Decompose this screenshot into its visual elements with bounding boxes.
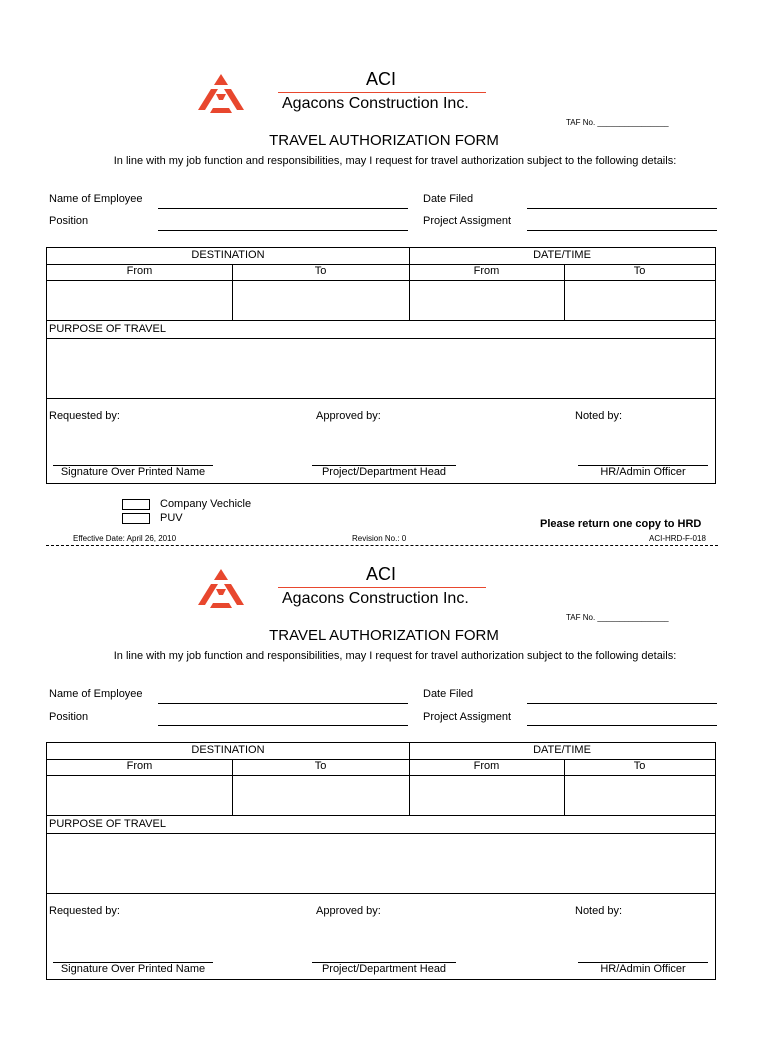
- taf-number-label: TAF No. ________________: [566, 118, 669, 127]
- purpose-of-travel-field[interactable]: [48, 834, 714, 892]
- destination-to-header: To: [314, 760, 327, 772]
- taf-number-label: TAF No. ________________: [566, 613, 669, 622]
- destination-from-header: From: [126, 760, 153, 772]
- puv-checkbox[interactable]: [122, 513, 150, 524]
- destination-from-cell[interactable]: [48, 281, 231, 319]
- project-assignment-label: Project Assigment: [423, 215, 512, 227]
- travel-details-table: [46, 742, 716, 980]
- requested-by-label: Requested by:: [49, 410, 120, 422]
- aci-logo-icon: [196, 74, 246, 116]
- intro-text: In line with my job function and responsibilities, may I request for travel authorization subject to the following details:: [113, 650, 677, 662]
- purpose-of-travel-field[interactable]: [48, 339, 714, 397]
- destination-to-cell[interactable]: [234, 281, 408, 319]
- datetime-header: DATE/TIME: [533, 744, 591, 756]
- datetime-to-header: To: [633, 265, 646, 277]
- datetime-to-cell[interactable]: [566, 776, 714, 814]
- datetime-from-header: From: [473, 265, 500, 277]
- date-filed-label: Date Filed: [423, 688, 474, 700]
- position-field[interactable]: [158, 725, 408, 726]
- destination-from-header: From: [126, 265, 153, 277]
- noted-by-label: Noted by:: [575, 905, 623, 917]
- date-filed-field[interactable]: [527, 703, 717, 704]
- position-field[interactable]: [158, 230, 408, 231]
- project-assignment-field[interactable]: [527, 725, 717, 726]
- date-filed-field[interactable]: [527, 208, 717, 209]
- brand-short-name: ACI: [365, 564, 396, 584]
- datetime-from-header: From: [473, 760, 500, 772]
- noted-signature-caption: HR/Admin Officer: [600, 466, 686, 478]
- approved-signature-caption: Project/Department Head: [321, 466, 447, 478]
- form-code: ACI-HRD-F-018: [649, 534, 706, 543]
- return-note: Please return one copy to HRD: [540, 518, 702, 530]
- noted-by-label: Noted by:: [575, 410, 623, 422]
- form-title: TRAVEL AUTHORIZATION FORM: [269, 627, 499, 644]
- puv-label: PUV: [160, 512, 183, 524]
- noted-signature-caption: HR/Admin Officer: [600, 963, 686, 975]
- form-copy-top: [0, 62, 768, 558]
- requested-signature-caption: Signature Over Printed Name: [60, 963, 206, 975]
- revision-number: Revision No.: 0: [352, 534, 407, 543]
- brand-rule: [278, 92, 486, 93]
- form-copy-bottom: [0, 557, 768, 1053]
- destination-to-header: To: [314, 265, 327, 277]
- datetime-to-header: To: [633, 760, 646, 772]
- name-of-employee-label: Name of Employee: [49, 193, 143, 205]
- approved-by-label: Approved by:: [316, 905, 381, 917]
- datetime-to-cell[interactable]: [566, 281, 714, 319]
- form-title: TRAVEL AUTHORIZATION FORM: [269, 132, 499, 149]
- intro-text: In line with my job function and responsibilities, may I request for travel authorization subject to the following details:: [113, 155, 677, 167]
- effective-date: Effective Date: April 26, 2010: [73, 534, 177, 543]
- datetime-from-cell[interactable]: [411, 776, 563, 814]
- position-label: Position: [49, 215, 89, 227]
- company-name: Agacons Construction Inc.: [282, 95, 469, 112]
- travel-details-table: [46, 247, 716, 484]
- name-of-employee-field[interactable]: [158, 703, 408, 704]
- requested-by-label: Requested by:: [49, 905, 120, 917]
- cut-line: [46, 545, 718, 546]
- approved-by-label: Approved by:: [316, 410, 381, 422]
- name-of-employee-label: Name of Employee: [49, 688, 143, 700]
- brand-rule: [278, 587, 486, 588]
- name-of-employee-field[interactable]: [158, 208, 408, 209]
- purpose-of-travel-label: PURPOSE OF TRAVEL: [49, 818, 166, 830]
- project-assignment-label: Project Assigment: [423, 711, 512, 723]
- destination-header: DESTINATION: [191, 744, 265, 756]
- brand-short-name: ACI: [365, 69, 396, 89]
- company-name: Agacons Construction Inc.: [282, 590, 469, 607]
- company-vehicle-label: Company Vechicle: [160, 498, 252, 510]
- aci-logo-icon: [196, 569, 246, 611]
- datetime-header: DATE/TIME: [533, 249, 591, 261]
- destination-to-cell[interactable]: [234, 776, 408, 814]
- company-vehicle-checkbox[interactable]: [122, 499, 150, 510]
- project-assignment-field[interactable]: [527, 230, 717, 231]
- requested-signature-caption: Signature Over Printed Name: [60, 466, 206, 478]
- purpose-of-travel-label: PURPOSE OF TRAVEL: [49, 323, 166, 335]
- destination-header: DESTINATION: [191, 249, 265, 261]
- approved-signature-caption: Project/Department Head: [321, 963, 447, 975]
- date-filed-label: Date Filed: [423, 193, 474, 205]
- position-label: Position: [49, 711, 89, 723]
- destination-from-cell[interactable]: [48, 776, 231, 814]
- datetime-from-cell[interactable]: [411, 281, 563, 319]
